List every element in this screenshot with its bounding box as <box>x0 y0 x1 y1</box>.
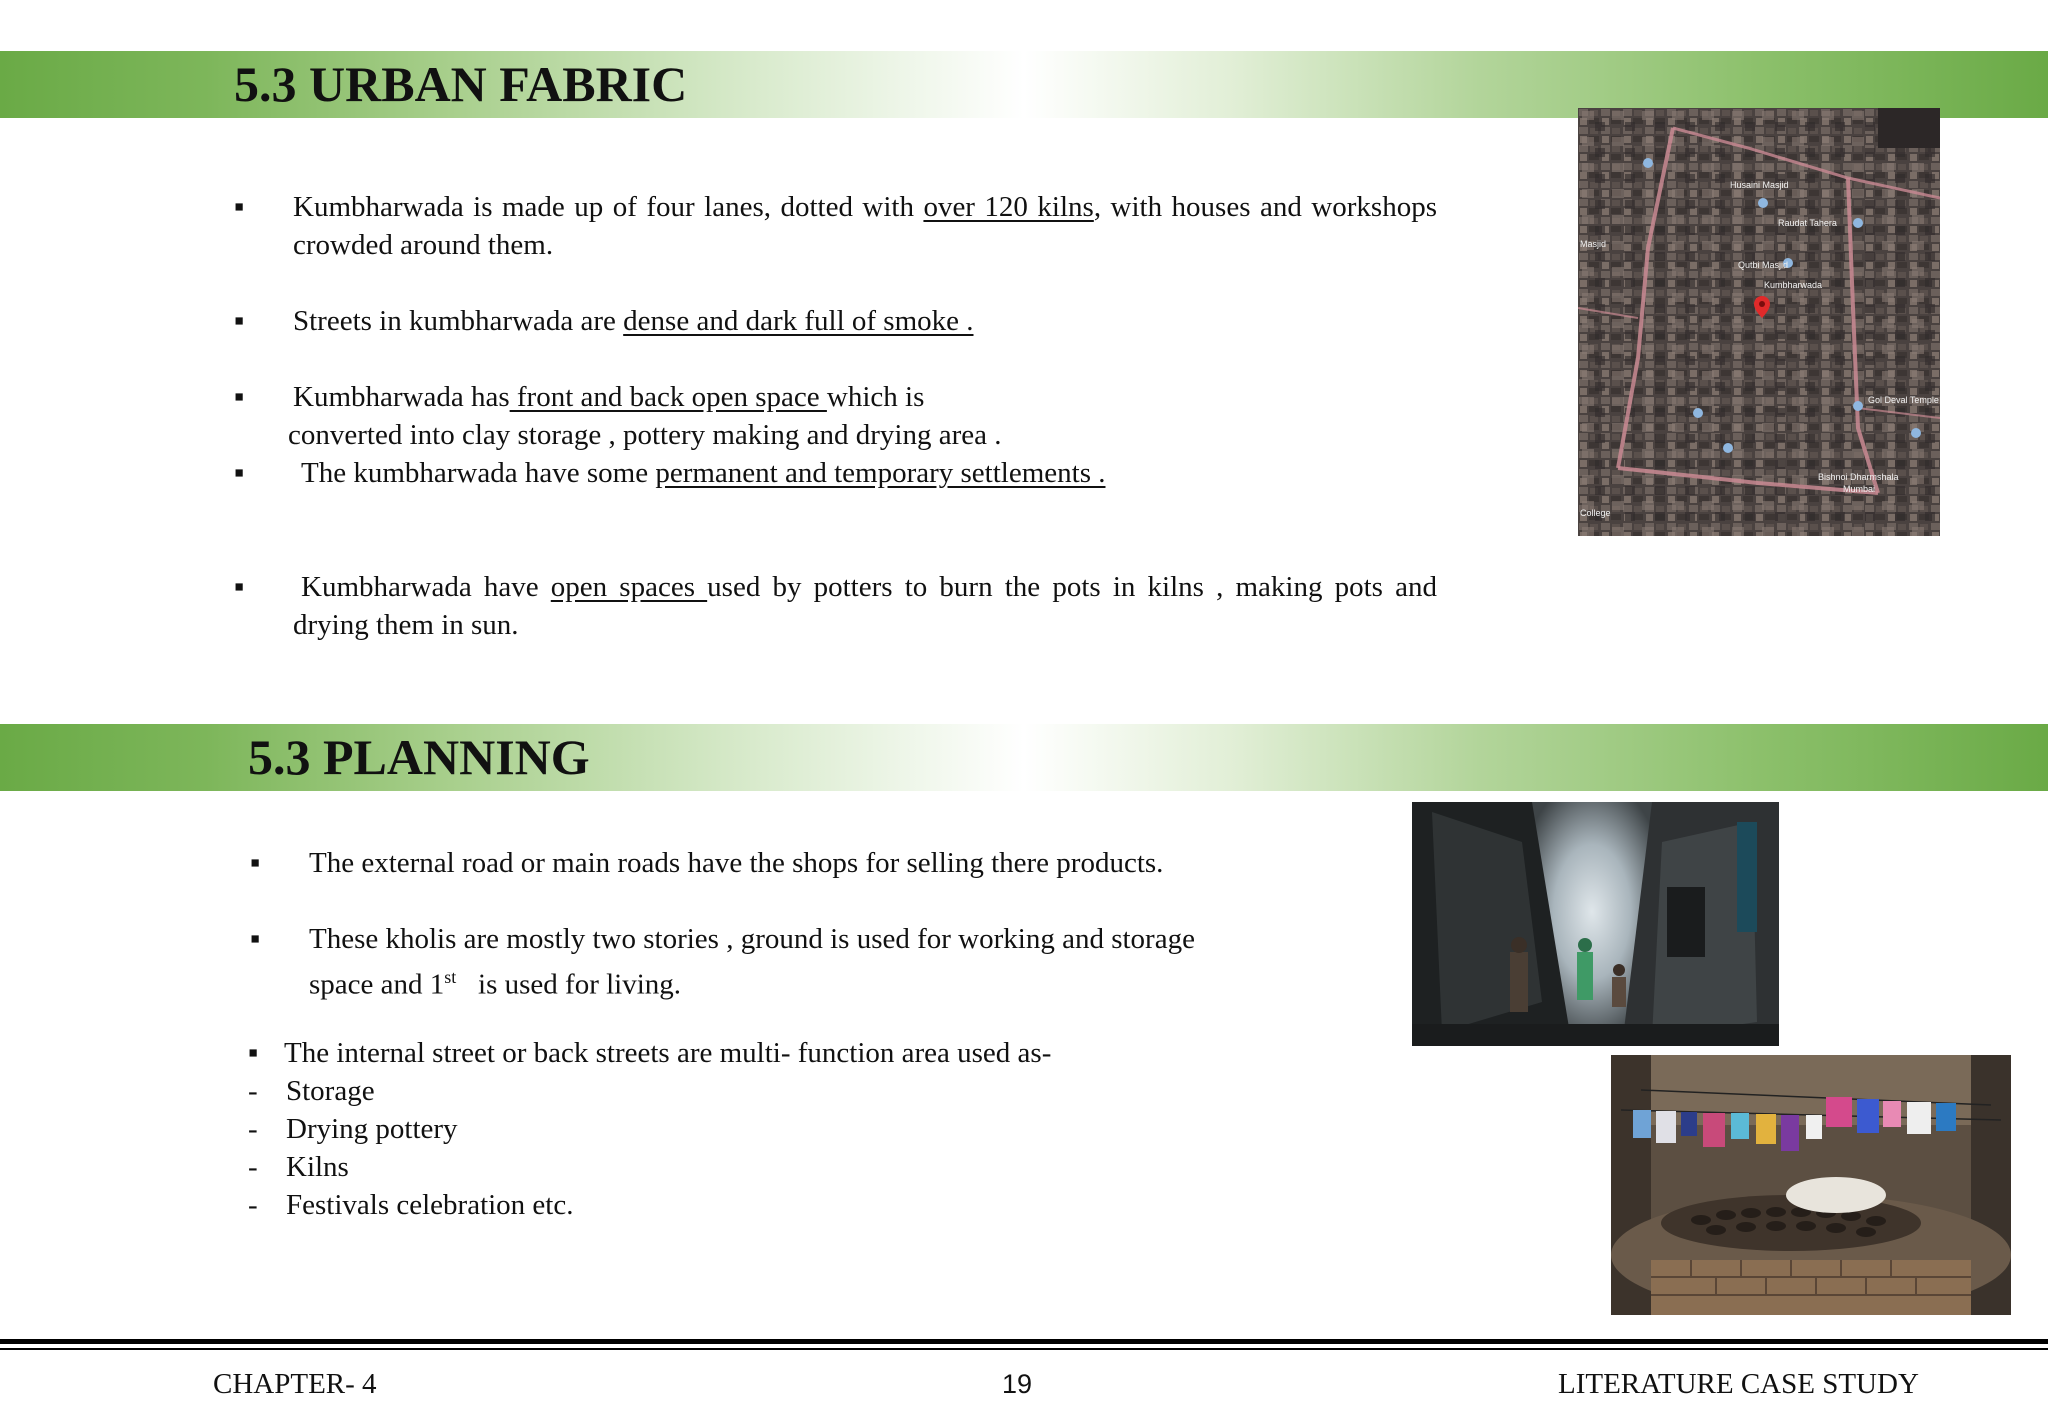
map-label: Husaini Masjid <box>1730 180 1789 190</box>
list-item: - Drying pottery <box>248 1113 458 1145</box>
bullet-item: ▪ The internal street or back streets are multi- function area used as- <box>248 1034 1348 1072</box>
bullet-item: ▪ The external road or main roads have the shops for selling there products. <box>250 844 1350 882</box>
bullet-item: ▪ Kumbharwada has front and back open space which is <box>234 378 1437 416</box>
list-item: - Kilns <box>248 1151 349 1183</box>
bullet-square-icon: ▪ <box>234 571 245 603</box>
bullet-square-icon: ▪ <box>234 381 245 413</box>
bullet-item: ▪ The kumbharwada have some permanent and temporary settlements . <box>234 454 1437 492</box>
bullet-continuation: space and 1st is used for living. <box>309 967 682 1001</box>
bullet-item: ▪ Kumbharwada is made up of four lanes, dotted with over 120 kilns, with houses and workshops crowded around them. <box>234 188 1437 264</box>
list-item: - Storage <box>248 1075 375 1107</box>
bullet-square-icon: ▪ <box>234 457 245 489</box>
map-label: Raudat Tahera <box>1778 218 1837 228</box>
footer-rule <box>0 1339 2048 1344</box>
map-label: College <box>1580 508 1611 518</box>
bullet-square-icon: ▪ <box>248 1037 259 1069</box>
satellite-map-image <box>1578 108 1940 536</box>
map-label: Mumbai <box>1843 484 1876 494</box>
bullet-item: ▪ Kumbharwada have open spaces used by potters to burn the pots in kilns , making pots and drying them in sun. <box>234 568 1437 644</box>
bullet-square-icon: ▪ <box>250 923 261 955</box>
alley-photo <box>1412 802 1779 1046</box>
map-label: Qutbi Masjid <box>1738 260 1789 270</box>
bullet-continuation: converted into clay storage , pottery making and drying area . <box>288 419 1002 451</box>
footer-rule <box>0 1348 2048 1350</box>
section-title-planning: 5.3 PLANNING <box>248 729 590 785</box>
urban-fabric-bullets <box>234 188 1437 644</box>
bullet-item: ▪ Streets in kumbharwada are dense and dark full of smoke . <box>234 302 1437 340</box>
map-label: Bishnoi Dharmshala <box>1818 472 1899 482</box>
planning-list <box>248 1034 1348 1224</box>
section-title-urban-fabric: 5.3 URBAN FABRIC <box>234 56 688 112</box>
bullet-square-icon: ▪ <box>250 847 261 879</box>
map-label: Gol Deval Temple <box>1868 395 1939 405</box>
page-number: 19 <box>1002 1369 1033 1399</box>
bullet-square-icon: ▪ <box>234 305 245 337</box>
footer-chapter: CHAPTER- 4 <box>213 1368 377 1400</box>
bullet-square-icon: ▪ <box>234 191 245 223</box>
bullet-item: ▪ These kholis are mostly two stories , ground is used for working and storage <box>250 920 1350 958</box>
footer-section: LITERATURE CASE STUDY <box>1558 1368 1919 1400</box>
planning-bullets <box>250 844 1350 1042</box>
map-label: Kumbharwada <box>1764 280 1823 290</box>
list-item: - Festivals celebration etc. <box>248 1189 574 1221</box>
kiln-courtyard-photo <box>1611 1055 2011 1315</box>
map-label: Masjid <box>1580 239 1607 249</box>
